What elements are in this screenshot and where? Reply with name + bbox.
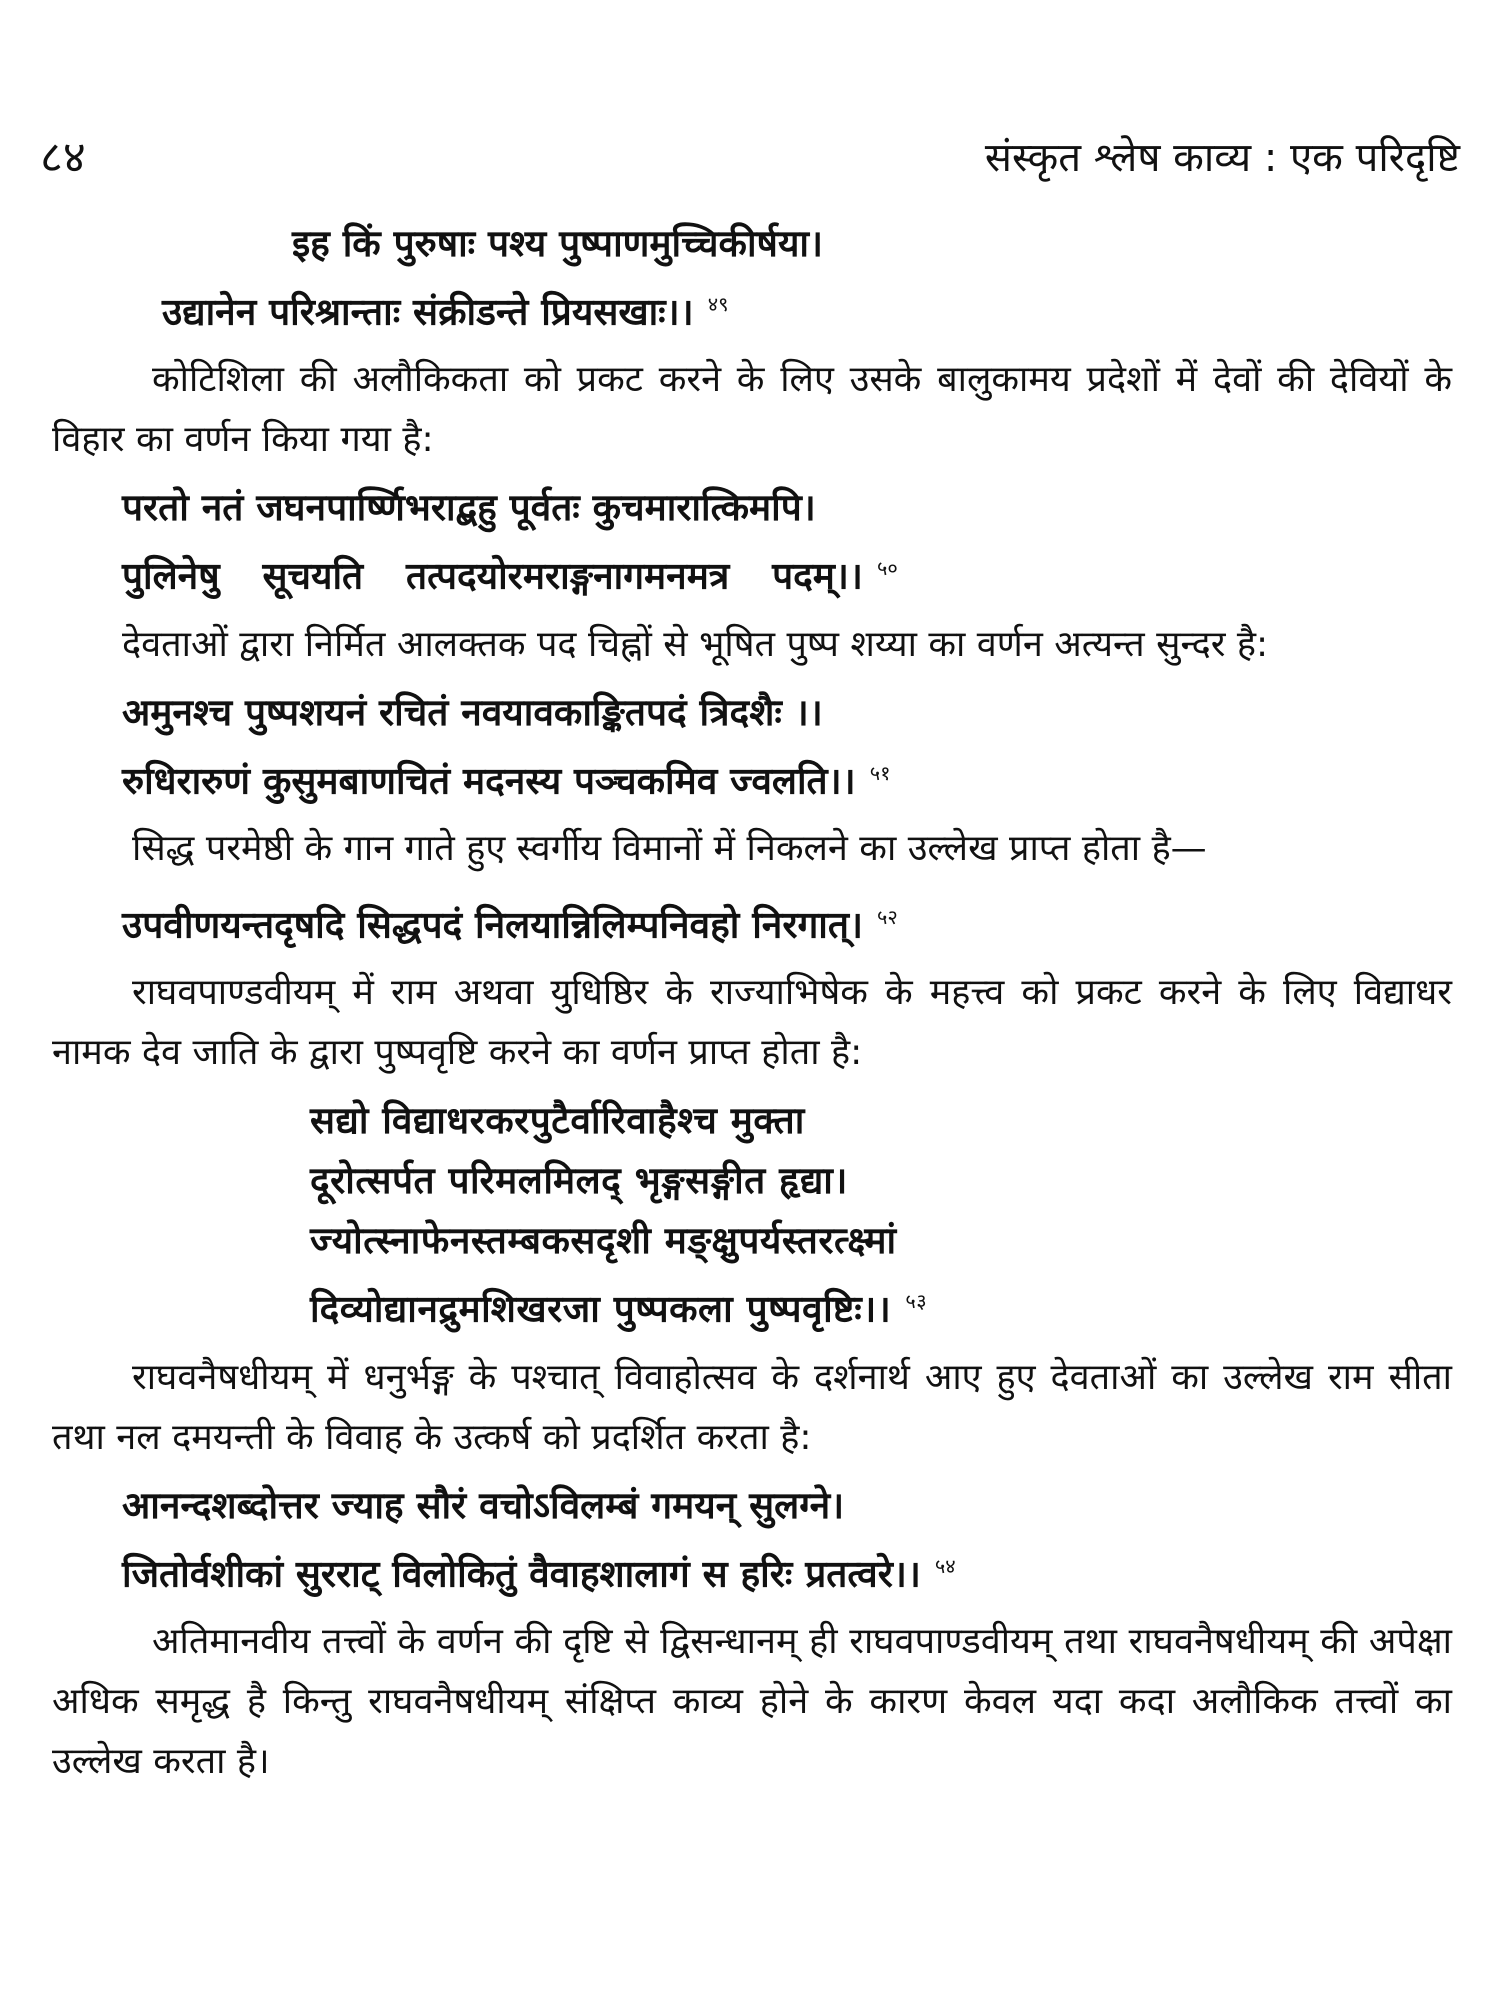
- verse-line: परतो नतं जघनपार्ष्णिभराद्बहु पूर्वतः कुचमारात्किमपि।: [122, 486, 816, 530]
- verse-50: [52, 478, 1452, 606]
- running-head: संस्कृत श्लेष काव्य : एक परिदृष्टि: [984, 135, 1460, 181]
- verse-line: उपवीणयन्तदृषदि सिद्धपदं निलयान्निलिम्पनिवहो निरगात्। $^{५२}$: [122, 903, 898, 947]
- paragraph: राघवपाण्डवीयम् में राम अथवा युधिष्ठिर के राज्याभिषेक के महत्त्व को प्रकट करने के लिए विद्याधर नामक देव जाति के द्वारा पुष्पवृष्टि करने का वर्णन प्राप्त होता है:: [52, 972, 1452, 1074]
- verse-52: [52, 887, 1452, 955]
- page-body: [52, 210, 1452, 1800]
- verse-line: पुलिनेषु सूचयति तत्पदयोरमराङ्गनागमनमत्र पदम्।। $^{५०}$: [122, 554, 898, 598]
- paragraph: कोटिशिला की अलौकिकता को प्रकट करने के लिए उसके बालुकामय प्रदेशों में देवों की देवियों के विहार का वर्णन किया गया है:: [52, 359, 1452, 461]
- verse-54: [52, 1476, 1452, 1604]
- footnote-marker: ५२: [876, 904, 898, 929]
- paragraph: अतिमानवीय तत्त्वों के वर्णन की दृष्टि से द्विसन्धानम् ही राघवपाण्डवीयम् तथा राघवनैषधीयम् की अपेक्षा अधिक समृद्ध है किन्तु राघवनैषधीयम् संक्षिप्त काव्य होने के कारण केवल यदा कदा अलौकिक तत्त्वों का उल्लेख करता है।: [52, 1620, 1452, 1782]
- verse-line: रुधिरारुणं कुसुमबाणचितं मदनस्य पञ्चकमिव ज्वलति।। $^{५१}$: [122, 758, 891, 802]
- footnote-marker: ४९: [707, 292, 729, 316]
- paragraph: सिद्ध परमेष्ठी के गान गाते हुए स्वर्गीय विमानों में निकलने का उल्लेख प्राप्त होता है—: [132, 827, 1207, 869]
- verse-line: उद्यानेन परिश्रान्ताः संक्रीडन्ते प्रियसखाः।। $^{४९}$: [162, 290, 729, 334]
- footnote-marker: ५०: [876, 556, 898, 581]
- paragraph: राघवनैषधीयम् में धनुर्भङ्ग के पश्चात् विवाहोत्सव के दर्शनार्थ आए हुए देवताओं का उल्लेख राम सीता तथा नल दमयन्ती के विवाह के उत्कर्ष को प्रदर्शित करता है:: [52, 1356, 1452, 1458]
- footnote-marker: ५३: [905, 1289, 928, 1314]
- verse-line: दिव्योद्यानद्रुमशिखरजा पुष्पकला पुष्पवृष्टिः।। $^{५३}$: [310, 1287, 928, 1331]
- verse-line: अमुनश्च पुष्पशयनं रचितं नवयावकाङ्कितपदं त्रिदशैः ।।: [122, 690, 823, 734]
- verse-line: आनन्दशब्दोत्तर ज्याह सौरं वचोऽविलम्बं गमयन् सुलग्ने।: [122, 1483, 845, 1527]
- page-header: [40, 128, 1460, 188]
- verse-49: [52, 214, 1452, 342]
- verse-line: इह किं पुरुषाः पश्य पुष्पाणमुच्चिकीर्षया।: [292, 222, 824, 265]
- verse-53: [52, 1091, 1452, 1339]
- verse-line: दूरोत्सर्पत परिमलमिलद् भृङ्गसङ्गीत हृद्या।: [310, 1159, 848, 1203]
- paragraph: देवताओं द्वारा निर्मित आलक्तक पद चिह्नों से भूषित पुष्प शय्या का वर्णन अत्यन्त सुन्दर है:: [122, 623, 1269, 665]
- footnote-marker: ५१: [869, 760, 891, 785]
- verse-line: सद्यो विद्याधरकरपुटैर्वारिवाहैश्च मुक्ता: [310, 1099, 805, 1143]
- verse-line: ज्योत्स्नाफेनस्तम्बकसदृशी मङ्क्षुपर्यस्तरत्क्ष्मां: [310, 1219, 897, 1263]
- verse-51: [52, 683, 1452, 811]
- verse-line: जितोर्वशीकां सुरराट् विलोकितुं वैवाहशालागं स हरिः प्रतत्वरे।। $^{५४}$: [122, 1551, 956, 1595]
- footnote-marker: ५४: [934, 1553, 956, 1578]
- page-number: ८४: [40, 132, 86, 183]
